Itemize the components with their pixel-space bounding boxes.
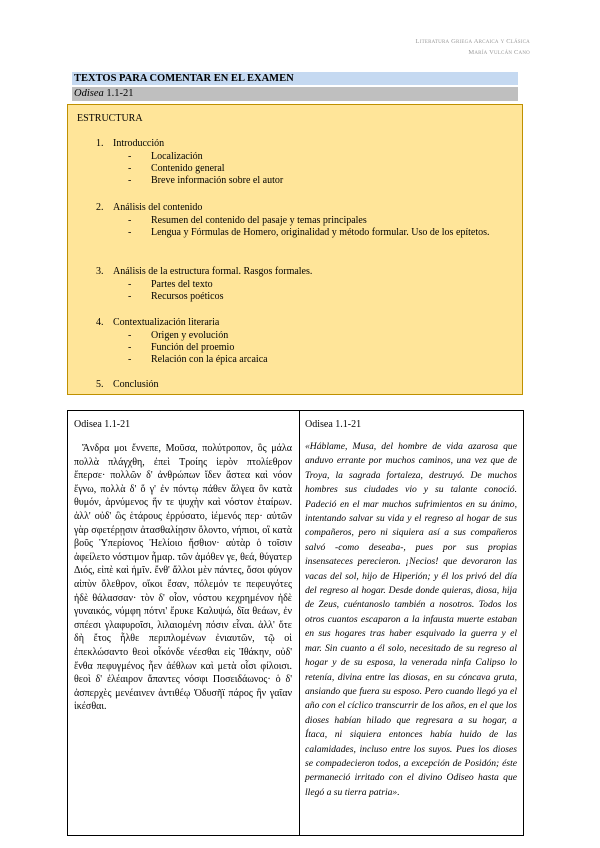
section-heading: 1. Introducción — [96, 138, 165, 149]
translation-column-heading: Odisea 1.1-21 — [305, 419, 362, 430]
spanish-translation: «Háblame, Musa, del hombre de vida azarosa que anduvo errante por muchos caminos, una vez que de Troya, la sagrada fortaleza, destruyó. De muchos hombres sus ciudades vio y su talante conoció. Padeció en el mar muchos sufrimientos en su ánimo, intentando salvar su vida y el regreso al hogar de sus compañeros, pero ni siquiera así a sus compañeros salvó -como deseaba-, pues por sus propias insensateces perecieron. ¡Necios! que devoraron las vacas del sol, hijo de Hiperión; y él los privó del día del regreso al hogar. Desde donde quieras, diosa, hija de Zeus, cuéntanoslo también a nosotros. Todos los otros cuantos escaparon a la infausta muerte estaban en sus hogares tras haber esquivado la guerra y el mar. Sin cuanto a él solo, necesitado de su regreso al hogar y de su esposa, la venerada ninfa Calipso lo retenía, divina entre las diosas, en su cóncava gruta, ansiando que fuera su esposo. Pero cuando llegó ya el año con el cíclico transcurrir de los años, en el que los dioses habían hilado que regresara a su hogar, a Ítaca, ni siquiera entonces había huido de las calamidades, incluso entre los suyos. Pues los dioses se compadecieron todos, a excepción de Posidón; éste permaneció irritado con el divino Odiseo hasta que llegó a su tierra patria». — [305, 441, 517, 798]
section-heading: 5. Conclusión — [96, 379, 159, 390]
section-heading: 3. Análisis de la estructura formal. Rasgos formales. — [96, 266, 313, 277]
page-header — [416, 36, 530, 58]
column-divider — [299, 411, 300, 835]
text-table — [67, 410, 524, 836]
section-heading: 4. Contextualización literaria — [96, 317, 220, 328]
passage-reference — [72, 87, 518, 101]
work-title: Odisea — [74, 88, 104, 99]
header-author: María Vulcán Cano — [468, 49, 530, 56]
section-heading: 2. Análisis del contenido — [96, 202, 203, 213]
translation-column — [305, 419, 517, 800]
estructura-heading: ESTRUCTURA — [77, 113, 143, 124]
header-course: Literatura Griega Arcaica y Clásica — [415, 38, 530, 45]
document-title: TEXTOS PARA COMENTAR EN EL EXAMEN — [72, 72, 518, 85]
greek-text: Ἄνδρα μοι ἔννεπε, Μοῦσα, πολύτροπον, ὃς μάλα πολλὰ πλάγχθη, ἐπεὶ Τροίης ἱερὸν πτολίεθρον ἔπερσε· πολλῶν δ' ἀνθρώπων ἴδεν ἄστεα καὶ νόον ἔγνω, πολλὰ δ' ὅ γ' ἐν πόντῳ πάθεν ἄλγεα ὃν κατὰ θυμόν, ἀρνύμενος ἥν τε ψυχὴν καὶ νόστον ἑταίρων. ἀλλ' οὐδ' ὣς ἑτάρους ἐρρύσατο, ἱέμενός περ· αὐτῶν γὰρ σφετέρῃσιν ἀτασθαλίῃσιν ὄλοντο, νήπιοι, οἳ κατὰ βοῦς Ὑπερίονος Ἠελίοιο ἤσθιον· αὐτὰρ ὁ τοῖσιν ἀφείλετο νόστιμον ἦμαρ. τῶν ἁμόθεν γε, θεά, θύγατερ Διός, εἰπὲ καὶ ἡμῖν. ἔνθ' ἄλλοι μὲν πάντες, ὅσοι φύγον αἰπὺν ὄλεθρον, οἴκοι ἔσαν, πόλεμόν τε πεφευγότες ἠδὲ θάλασσαν· τὸν δ' οἶον, νόστου κεχρημένον ἠδὲ γυναικός, νύμφη πότνι' ἔρυκε Καλυψώ, δῖα θεάων, ἐν σπέεσι γλαφυροῖσι, λιλαιομένη πόσιν εἶναι. ἀλλ' ὅτε δὴ ἔτος ἦλθε περιπλομένων ἐνιαυτῶν, τῷ οἱ ἐπεκλώσαντο θεοὶ οἶκόνδε νέεσθαι εἰς Ἰθάκην, οὐδ' ἔνθα πεφυγμένος ἦεν ἀέθλων καὶ μετὰ οἷσι φίλοισι. θεοὶ δ' ἐλέαιρον ἅπαντες νόσφι Ποσειδάωνος· ὁ δ' ἀσπερχὲς μενέαινεν ἀντιθέῳ Ὀδυσῆϊ πάρος ἣν γαῖαν ἱκέσθαι. — [74, 443, 292, 713]
line-range: 1.1-21 — [103, 88, 134, 99]
estructura-box: ESTRUCTURA 1. Introducción - Localización - Contenido general - Breve información sobre el autor 2. Análisis del contenido - Resumen del contenido del pasaje y temas principales - Lengua y Fórmulas de Homero, originalidad y método formular. Uso de los epítetos. 3. Análisis de la estructura formal. Rasgos formales. - Partes del texto - Recursos poéticos 4. Contextualización literaria - Origen y evolución - Función del proemio - Relación con la épica arcaica 5. Conclusión — [67, 104, 523, 395]
greek-column-heading: Odisea 1.1-21 — [74, 419, 131, 430]
greek-column — [74, 419, 292, 714]
